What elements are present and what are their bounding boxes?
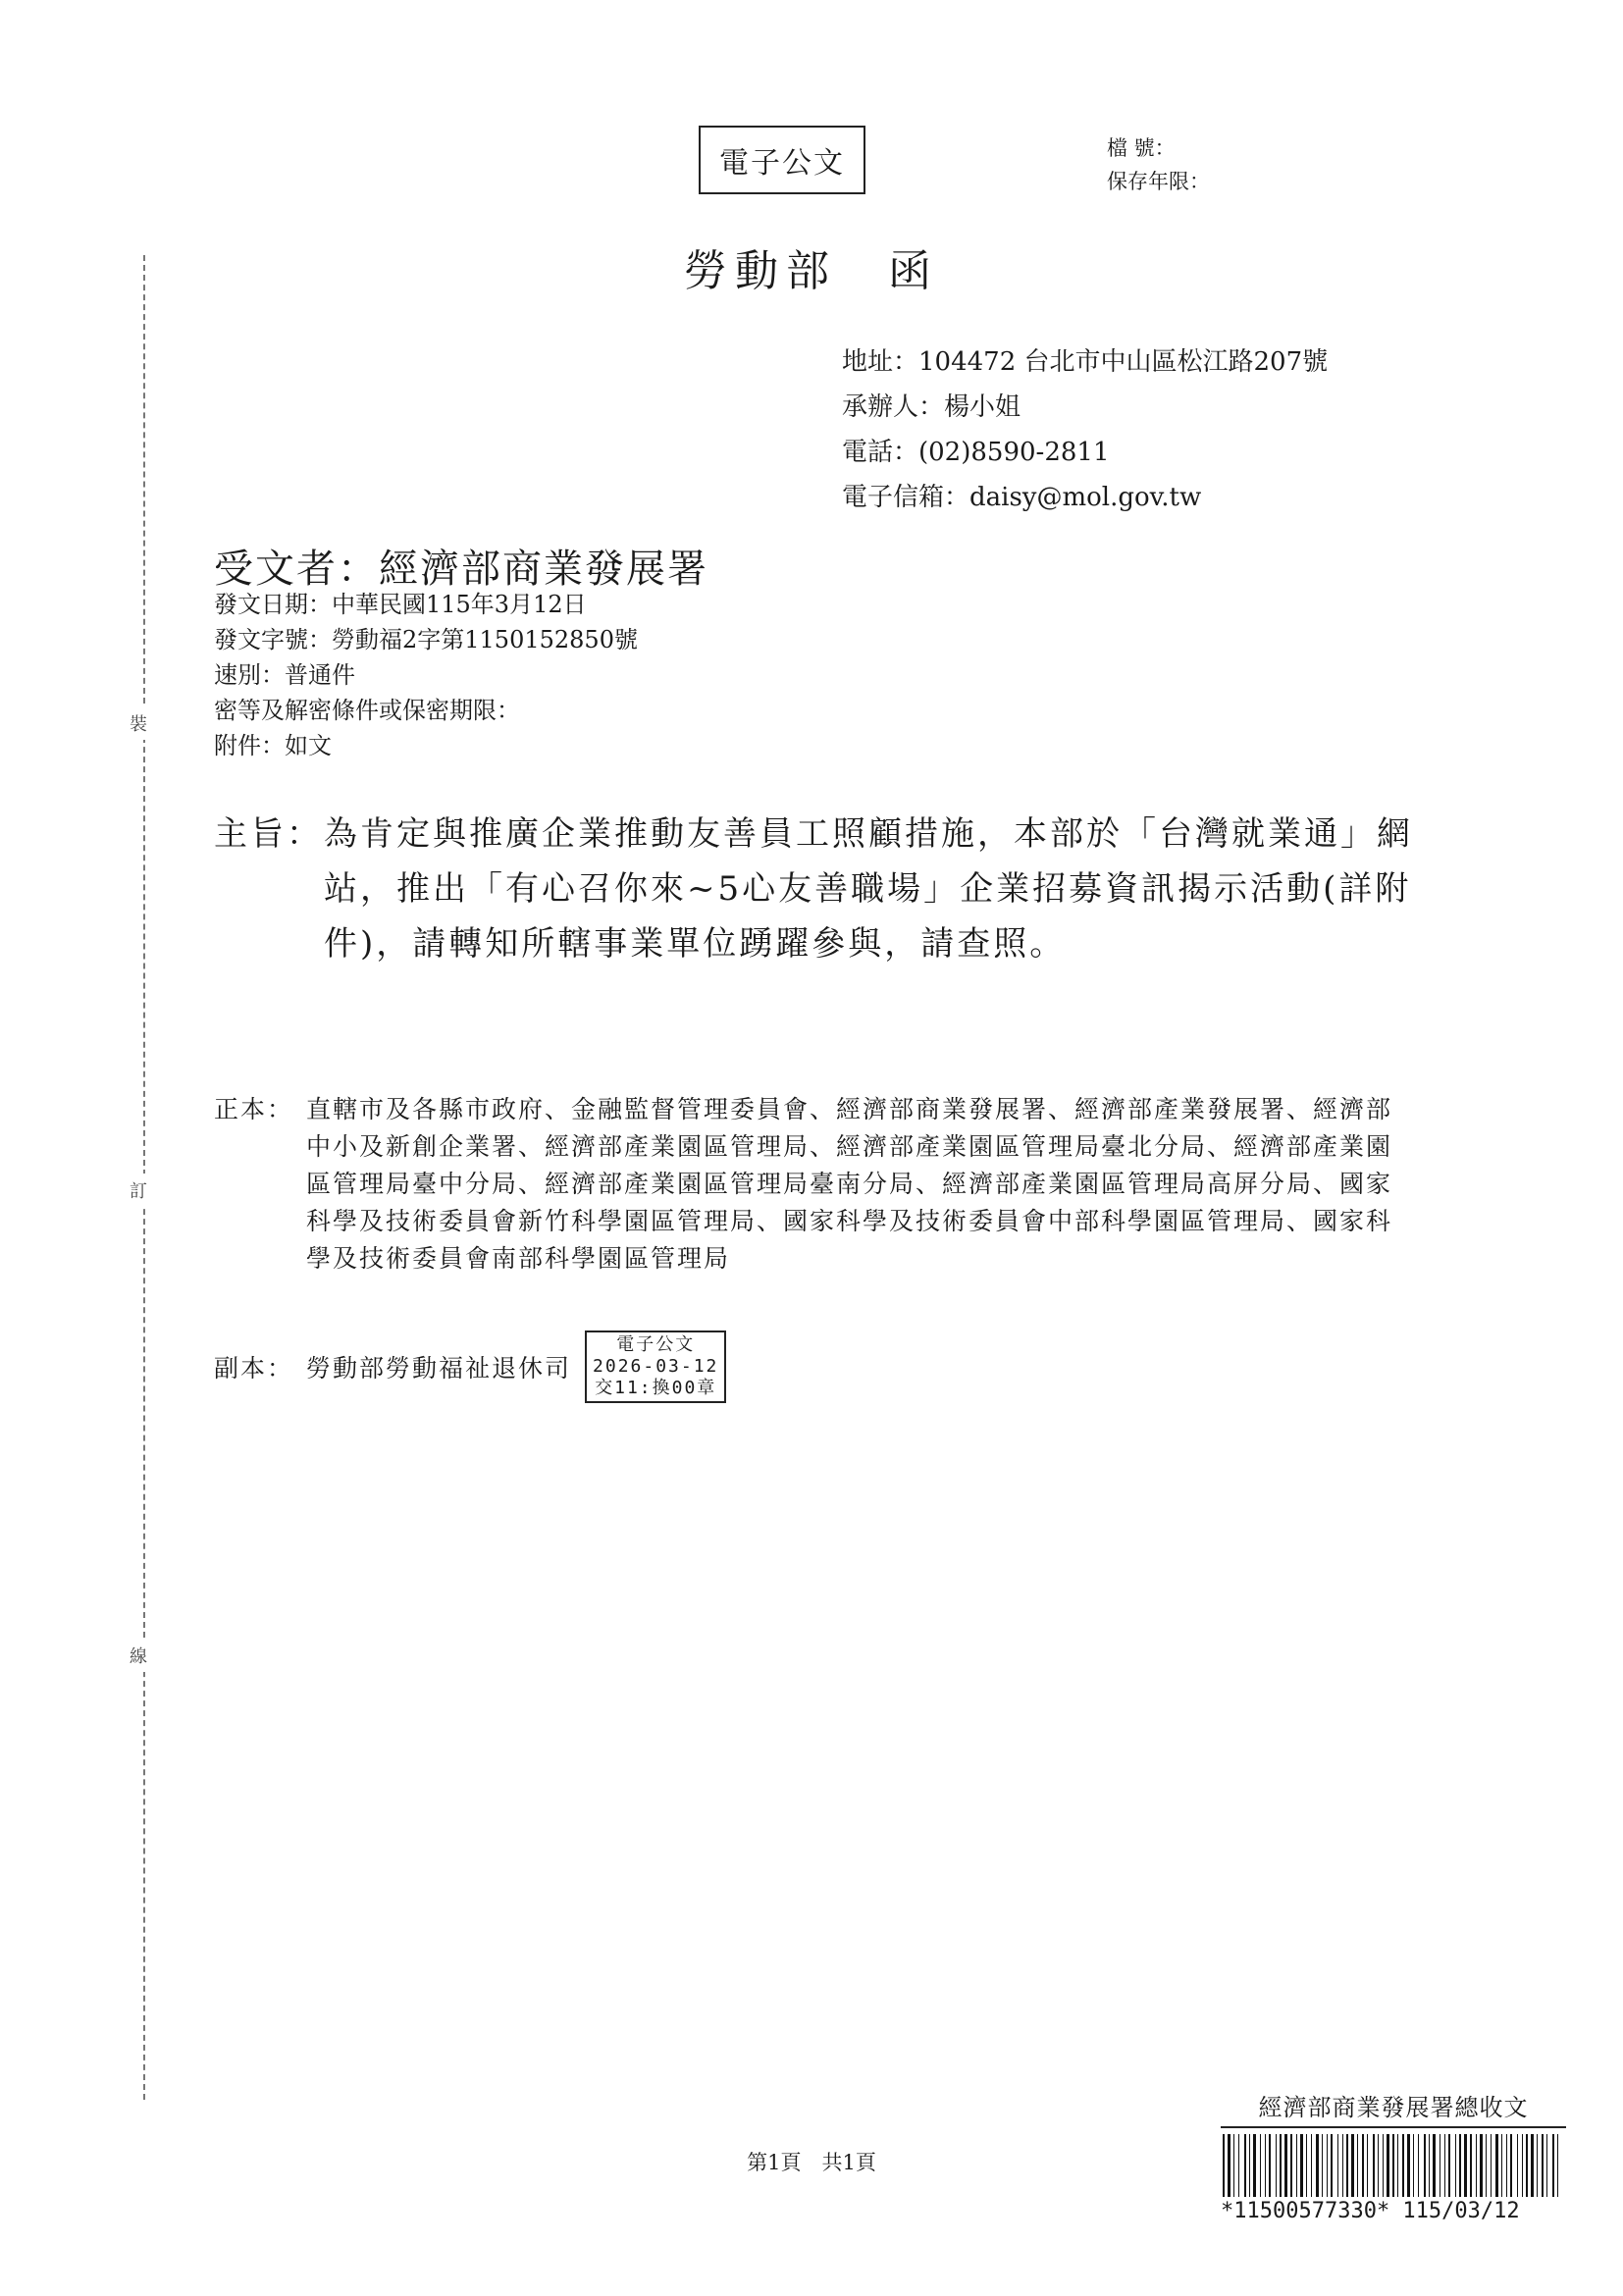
barcode-bar [1402, 2134, 1404, 2197]
barcode-bar [1526, 2134, 1528, 2197]
e-document-stamp-label: 電子公文 [719, 146, 845, 181]
contact-email: 電子信箱：daisy@mol.gov.tw [842, 483, 1202, 512]
barcode-bar [1280, 2134, 1282, 2197]
barcode-bar [1476, 2134, 1477, 2197]
contact-address: 地址：104472 台北市中山區松江路207號 [842, 347, 1329, 377]
barcode-bar [1378, 2134, 1379, 2197]
subject-label: 主旨： [214, 814, 323, 854]
barcode-bar [1269, 2134, 1271, 2197]
barcode-bar [1459, 2134, 1461, 2197]
barcode-bar [1367, 2134, 1368, 2197]
attachment: 附件：如文 [214, 732, 332, 759]
barcode-bar [1337, 2134, 1338, 2197]
exchange-stamp-line2: 2026-03-12 [593, 1356, 719, 1377]
barcode-bar [1233, 2134, 1234, 2197]
barcode-bar [1383, 2134, 1384, 2197]
issue-date: 發文日期：中華民國115年3月12日 [214, 591, 587, 618]
barcode-bar [1322, 2134, 1323, 2197]
barcode-bar [1306, 2134, 1307, 2197]
barcode-bar [1480, 2134, 1483, 2197]
barcode-bar [1238, 2134, 1239, 2197]
binding-mark-xian: 線 [130, 1639, 147, 1672]
barcode-bar [1327, 2134, 1328, 2197]
barcode-bar [1418, 2134, 1419, 2197]
contact-handler: 承辦人：楊小姐 [842, 392, 1021, 422]
barcode-bar [1495, 2134, 1498, 2197]
e-document-stamp [699, 126, 865, 194]
speed-class: 速別：普通件 [214, 661, 355, 689]
barcode-bar [1448, 2134, 1450, 2197]
barcode-bar [1392, 2134, 1394, 2197]
barcode-bar [1522, 2134, 1523, 2197]
barcode-bar [1470, 2134, 1472, 2197]
barcode-bar [1300, 2134, 1303, 2197]
barcode-bar [1537, 2134, 1538, 2197]
barcode-bar [1517, 2134, 1518, 2197]
file-number-label: 檔 號： [1107, 136, 1176, 160]
cc-text: 勞動部勞動福祉退休司 [306, 1354, 572, 1383]
exchange-stamp-line3: 交11:換00章 [595, 1378, 717, 1398]
barcode-bar [1546, 2134, 1547, 2197]
barcode-bar [1510, 2134, 1512, 2197]
recipient: 受文者：經濟部商業發展署 [214, 547, 708, 592]
reference-number: 發文字號：勞動福2字第1150152850號 [214, 626, 638, 653]
receipt-header: 經濟部商業發展署總收文 [1221, 2088, 1566, 2128]
barcode-bar [1413, 2134, 1414, 2197]
contact-block [842, 339, 1328, 520]
barcode-bar [1249, 2134, 1250, 2197]
barcode-bar [1501, 2134, 1502, 2197]
distribution [214, 1091, 1411, 1278]
document-title [0, 235, 1623, 298]
subject-text: 為肯定與推廣企業推動友善員工照顧措施，本部於「台灣就業通」網站，推出「有心召你來~5心友善職場」企業招募資訊揭示活動(詳附件)，請轉知所轄事業單位踴躍參與，請查照。 [324, 814, 1413, 964]
barcode-bar [1506, 2134, 1507, 2197]
distribution-label: 正本： [214, 1095, 294, 1123]
retention-label: 保存年限： [1107, 170, 1210, 193]
barcode-bar [1351, 2134, 1354, 2197]
barcode-bar [1223, 2134, 1225, 2197]
binding-mark-zhuang: 裝 [130, 706, 147, 740]
barcode-bar [1491, 2134, 1492, 2197]
distribution-text: 直轄市及各縣市政府、金融監督管理委員會、經濟部商業發展署、經濟部產業發展署、經濟部中小及新創企業署、經濟部產業園區管理局、經濟部產業園區管理局臺北分局、經濟部產業園區管理局臺中分局、經濟部產業園區管理局臺南分局、經濟部產業園區管理局高屏分局、國家科學及技術委員會新竹科學園區管理局、國家科學及技術委員會中部科學園區管理局、國家科學及技術委員會南部科學園區管理局 [306, 1095, 1393, 1273]
carbon-copy [214, 1331, 726, 1403]
barcode [1221, 2134, 1566, 2197]
barcode-bar [1284, 2134, 1287, 2197]
receipt-number: *11500577330* 115/03/12 [1221, 2199, 1520, 2223]
barcode-bar [1342, 2134, 1343, 2197]
barcode-bar [1464, 2134, 1467, 2197]
barcode-bar [1433, 2134, 1436, 2197]
barcode-bar [1397, 2134, 1398, 2197]
issuing-org: 勞動部 [684, 246, 837, 296]
barcode-bar [1362, 2134, 1364, 2197]
contact-phone: 電話：(02)8590-2811 [842, 438, 1110, 467]
barcode-bar [1331, 2134, 1333, 2197]
binding-mark-ding: 訂 [130, 1174, 147, 1207]
barcode-bar [1486, 2134, 1487, 2197]
barcode-bar [1387, 2134, 1389, 2197]
exchange-stamp-line1: 電子公文 [616, 1334, 696, 1355]
barcode-bar [1542, 2134, 1544, 2197]
document-meta [214, 587, 638, 763]
barcode-bar [1228, 2134, 1230, 2197]
barcode-bar [1455, 2134, 1456, 2197]
barcode-bar [1296, 2134, 1297, 2197]
file-metadata [1107, 131, 1210, 198]
document-type: 函 [888, 246, 939, 296]
barcode-bar [1429, 2134, 1430, 2197]
subject [214, 807, 1450, 971]
receipt-label [1221, 2088, 1566, 2223]
barcode-bar [1552, 2134, 1554, 2197]
barcode-bar [1444, 2134, 1445, 2197]
barcode-bar [1244, 2134, 1246, 2197]
barcode-bar [1557, 2134, 1558, 2197]
barcode-bar [1290, 2134, 1292, 2197]
barcode-bar [1253, 2134, 1256, 2197]
barcode-bar [1373, 2134, 1375, 2197]
barcode-bar [1260, 2134, 1261, 2197]
barcode-bar [1346, 2134, 1348, 2197]
barcode-bar [1407, 2134, 1410, 2197]
barcode-bar [1316, 2134, 1319, 2197]
barcode-bar [1276, 2134, 1277, 2197]
secrecy-level: 密等及解密條件或保密期限： [214, 697, 520, 724]
cc-label: 副本： [214, 1354, 294, 1383]
barcode-bar [1265, 2134, 1266, 2197]
barcode-bar [1424, 2134, 1426, 2197]
page-number: 第1頁 共1頁 [747, 2151, 876, 2174]
barcode-bar [1531, 2134, 1534, 2197]
exchange-stamp [585, 1331, 726, 1403]
barcode-bar [1357, 2134, 1358, 2197]
barcode-bar [1311, 2134, 1312, 2197]
